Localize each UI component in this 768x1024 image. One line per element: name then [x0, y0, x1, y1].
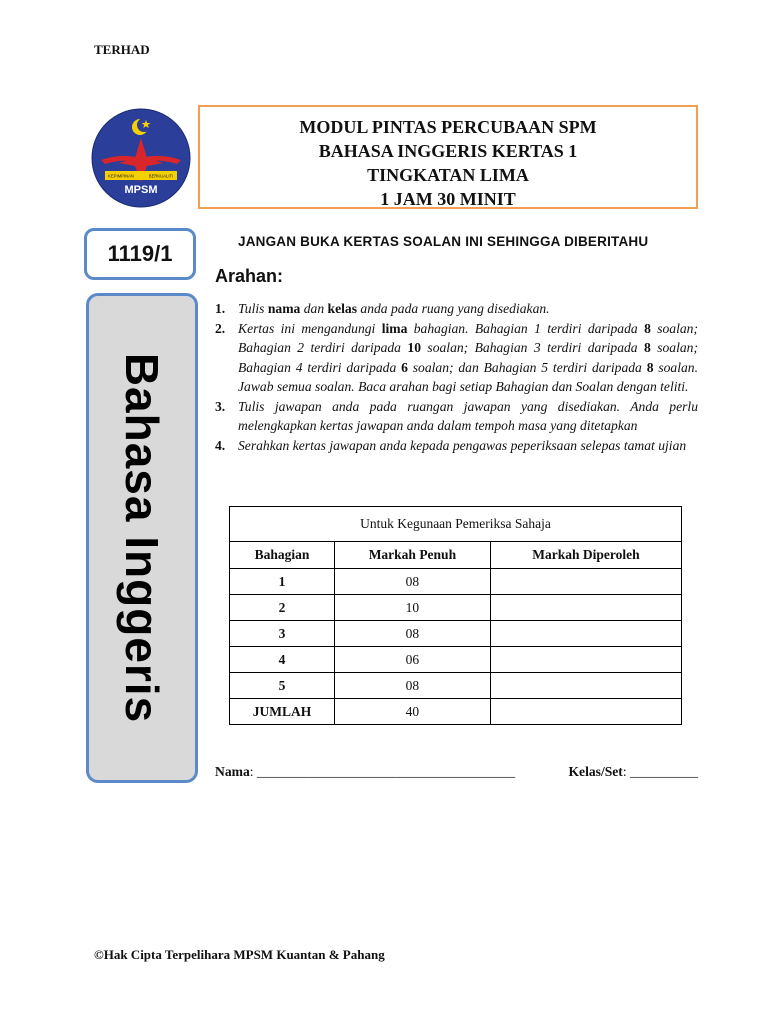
- copyright-footer: ©Hak Cipta Terpelihara MPSM Kuantan & Pahang: [94, 947, 385, 962]
- table-header: Markah Penuh: [334, 542, 490, 569]
- instruction-item: [215, 319, 698, 397]
- instruction-text: soalan; Bahagian 2 terdiri daripada: [238, 320, 699, 355]
- subject-label: Bahasa Inggeris: [116, 352, 168, 724]
- instruction-text: Tulis: [238, 301, 268, 316]
- subject-box: [86, 293, 198, 783]
- title-line-1: MODUL PINTAS PERCUBAAN SPM: [299, 117, 597, 137]
- class-label: Kelas/Set: [568, 764, 623, 779]
- title-line-3: TINGKATAN LIMA: [367, 165, 529, 185]
- marks-table: [229, 506, 682, 725]
- total-label-cell: JUMLAH: [230, 699, 335, 725]
- table-caption: Untuk Kegunaan Pemeriksa Sahaja: [230, 507, 682, 542]
- instructions-list: [215, 299, 698, 455]
- instruction-number: 2.: [215, 320, 226, 336]
- instruction-emphasis: 8: [644, 340, 651, 355]
- full-marks-cell: 06: [334, 647, 490, 673]
- instruction-text: Kertas ini mengandungi: [238, 320, 382, 336]
- section-cell: 2: [230, 595, 335, 621]
- instruction-item: [215, 299, 698, 319]
- full-marks-cell: 08: [334, 569, 490, 595]
- title-line-4: 1 JAM 30 MINIT: [380, 189, 516, 209]
- table-row: [230, 673, 682, 699]
- instructions-heading: Arahan:: [215, 266, 284, 286]
- table-row: [230, 699, 682, 725]
- instruction-text: soalan. Jawab semua soalan. Baca arahan bagi setiap Bahagian dan Soalan dengan teliti.: [238, 359, 698, 394]
- instruction-text: bahagian. Bahagian 1 terdiri daripada: [407, 320, 645, 336]
- instruction-number: 3.: [215, 398, 226, 414]
- obtained-marks-cell[interactable]: [490, 569, 681, 595]
- instruction-emphasis: 8: [644, 320, 651, 336]
- instruction-text: soalan; dan Bahagian 5 terdiri daripada: [407, 359, 647, 375]
- warning-text: JANGAN BUKA KERTAS SOALAN INI SEHINGGA DIBERITAHU: [238, 234, 649, 249]
- obtained-marks-cell[interactable]: [490, 595, 681, 621]
- instruction-text: soalan; Bahagian 4 terdiri daripada: [238, 340, 699, 375]
- table-row: [230, 647, 682, 673]
- obtained-marks-cell[interactable]: [490, 621, 681, 647]
- obtained-marks-cell[interactable]: [490, 647, 681, 673]
- instruction-emphasis: 10: [407, 340, 421, 355]
- instruction-text: soalan; Bahagian 3 terdiri daripada: [421, 340, 645, 355]
- logo-ribbon-right: BERKUALITI: [148, 173, 174, 179]
- full-marks-cell: 08: [334, 621, 490, 647]
- total-obtained-marks-cell[interactable]: [490, 699, 681, 725]
- logo-ribbon-left: KEPIMPINAN: [108, 173, 134, 179]
- instruction-emphasis: 8: [646, 359, 654, 375]
- table-header: Markah Diperoleh: [490, 542, 681, 569]
- paper-code-box: [84, 228, 196, 280]
- instruction-emphasis: nama: [267, 301, 301, 316]
- instruction-text: anda pada ruang yang disediakan.: [357, 301, 550, 316]
- class-group: [568, 764, 698, 780]
- table-header: Bahagian: [230, 542, 335, 569]
- name-label: Nama: [215, 764, 250, 779]
- obtained-marks-cell[interactable]: [490, 673, 681, 699]
- paper-code: 1119/1: [107, 241, 173, 266]
- name-class-line: [215, 764, 698, 780]
- full-marks-cell: 08: [334, 673, 490, 699]
- instruction-text: Tulis jawapan anda pada ruangan jawapan yang disediakan. Anda perlu melengkapkan kertas jawapan anda dalam tempoh masa yang ditetapkan: [238, 398, 698, 433]
- table-row: [230, 621, 682, 647]
- instruction-text: dan: [300, 301, 328, 316]
- instruction-number: 1.: [215, 301, 226, 316]
- mpsm-logo: [91, 108, 191, 208]
- instruction-emphasis: 6: [401, 359, 408, 375]
- classification-label: TERHAD: [94, 42, 150, 57]
- instruction-item: [215, 397, 698, 436]
- instruction-emphasis: lima: [381, 320, 408, 336]
- title-line-2: BAHASA INGGERIS KERTAS 1: [318, 141, 578, 161]
- title-box: [198, 105, 698, 209]
- section-cell: 3: [230, 621, 335, 647]
- instruction-number: 4.: [215, 437, 226, 453]
- section-cell: 1: [230, 569, 335, 595]
- class-field[interactable]: : __________: [622, 764, 698, 779]
- table-row: [230, 595, 682, 621]
- instruction-emphasis: kelas: [327, 301, 357, 316]
- section-cell: 5: [230, 673, 335, 699]
- instruction-item: [215, 436, 698, 456]
- logo-text: MPSM: [124, 184, 158, 196]
- total-full-marks-cell: 40: [334, 699, 490, 725]
- section-cell: 4: [230, 647, 335, 673]
- instruction-text: Serahkan kertas jawapan anda kepada pengawas peperiksaan selepas tamat ujian: [238, 437, 687, 453]
- full-marks-cell: 10: [334, 595, 490, 621]
- name-field[interactable]: : ______________________________________: [249, 764, 516, 779]
- table-row: [230, 569, 682, 595]
